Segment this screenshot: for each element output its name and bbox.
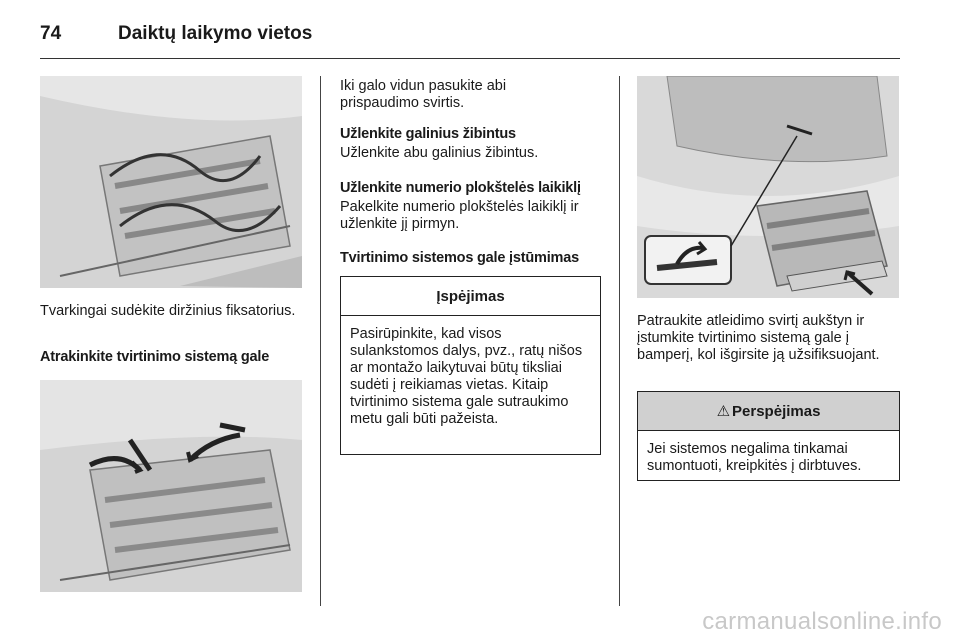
header-divider [40, 58, 900, 59]
warning-box [637, 391, 900, 481]
notice-box [340, 276, 601, 455]
notice-text: Pasirūpinkite, kad visos sulankstomos dalys, pvz., ratų nišos ar montažo laikytuvai būtų tiksliai sudėti į reikiamas vietas. Kitaip tvirtinimo sistema gale sutraukimo metu gali būti pažeista. [350, 326, 583, 427]
left-heading: Atrakinkite tvirtinimo sistemą gale [40, 349, 270, 365]
notice-title: Įspėjimas [341, 277, 600, 316]
page-title: Daiktų laikymo vietos [118, 23, 313, 44]
section-heading-plate-holder: Užlenkite numerio plokštelės laikiklį [340, 180, 581, 196]
middle-intro: Iki galo vidun pasukite abi prispaudimo svirtis. [340, 78, 507, 111]
left-caption: Tvarkingai sudėkite diržinius fiksatorius. [40, 303, 296, 319]
warning-header [638, 392, 899, 431]
section-text-tail-lights: Užlenkite abu galinius žibintus. [340, 145, 539, 161]
warning-title: Perspėjimas [732, 402, 821, 420]
section-text-plate-holder: Pakelkite numerio plokštelės laikiklį ir užlenkite jį pirmyn. [340, 199, 579, 232]
warning-text: Jei sistemos negalima tinkamai sumontuoti, kreipkitės į dirbtuves. [647, 441, 862, 474]
illustration-unlock-rear [40, 380, 302, 592]
illustration-push-into-bumper [637, 76, 899, 298]
section-heading-push-in: Tvirtinimo sistemos gale įstūmimas [340, 250, 579, 266]
column-divider-right [619, 76, 620, 606]
column-divider-left [320, 76, 321, 606]
page-number: 74 [40, 23, 62, 44]
section-heading-tail-lights: Užlenkite galinius žibintus [340, 126, 516, 142]
page-header [40, 16, 312, 52]
warning-triangle-icon: ⚠ [716, 403, 731, 420]
right-caption: Patraukite atleidimo svirtį aukštyn ir įstumkite tvirtinimo sistemą gale į bamperį, kol išgirsite ją užsifiksuojant. [637, 313, 880, 363]
watermark: carmanualsonline.info [702, 608, 942, 635]
illustration-belt-fixtures [40, 76, 302, 288]
